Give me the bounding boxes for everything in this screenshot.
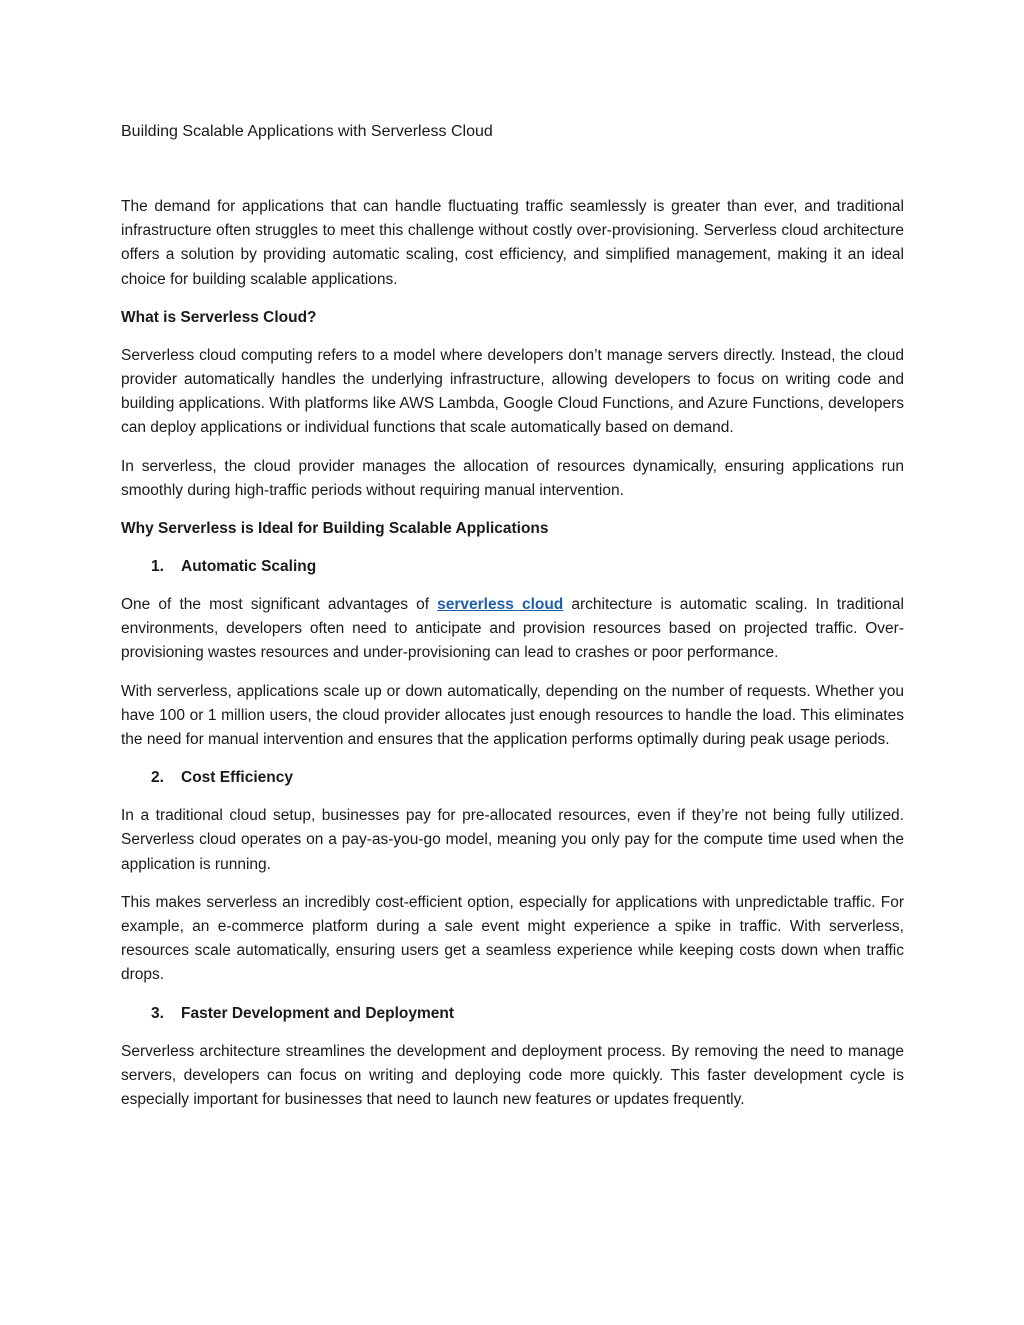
paragraph-scaling-intro (121, 593, 904, 666)
section-heading-why-serverless: Why Serverless is Ideal for Building Scalable Applications (121, 520, 549, 538)
text-segment: architecture is automatic scaling. In traditional environments, developers often need to anticipate and provision resources based on projected traffic. Over-provisioning wastes resources and under-provisioning can lead to crashes or poor performance. (121, 596, 904, 662)
paragraph-cost-intro: In a traditional cloud setup, businesses pay for pre-allocated resources, even if they’re not being fully utilized. Serverless cloud operates on a pay-as-you-go model, meaning you only pay for the compute time used when the application is running. (121, 807, 904, 873)
paragraph-resource-allocation: In serverless, the cloud provider manages the allocation of resources dynamically, ensuring applications run smoothly during high-traffic periods without requiring manual intervention. (121, 457, 904, 499)
text-segment: One of the most significant advantages of (121, 596, 438, 614)
list-item-faster-development (121, 1002, 904, 1026)
paragraph-scaling-detail: With serverless, applications scale up or down automatically, depending on the number of requests. Whether you have 100 or 1 million users, the cloud provider allocates just enough resources to handle the load. This eliminates the need for manual intervention and ensures that the application performs optimally during peak usage periods. (121, 682, 904, 749)
list-item-cost-efficiency (121, 766, 904, 790)
list-item-automatic-scaling (121, 555, 904, 579)
section-heading-what-is: What is Serverless Cloud? (121, 308, 317, 326)
intro-paragraph: The demand for applications that can handle fluctuating traffic seamlessly is greater than ever, and traditional infrastructure often struggles to meet this challenge without costly over-provisioning. Serverless cloud architecture offers a solution by providing automatic scaling, cost efficiency, and simplified management, making it an ideal choice for building scalable applications. (121, 198, 904, 288)
list-item-title: Cost Efficiency (181, 769, 293, 787)
paragraph-definition: Serverless cloud computing refers to a model where developers don’t manage servers directly. Instead, the cloud provider automatically handles the underlying infrastructure, allowing developers to focus on writing code and building applications. With platforms like AWS Lambda, Google Cloud Functions, and Azure Functions, developers can deploy applications or individual functions that scale automatically based on demand. (121, 346, 904, 437)
list-item-title: Faster Development and Deployment (181, 1004, 455, 1022)
list-item-title: Automatic Scaling (181, 558, 317, 576)
list-number: 3. (151, 1004, 164, 1022)
paragraph-development: Serverless architecture streamlines the development and deployment process. By removing the need to manage servers, developers can focus on writing and deploying code more quickly. This faster development cycle is especially important for businesses that need to launch new features or updates frequently. (121, 1042, 904, 1109)
paragraph-cost-detail: This makes serverless an incredibly cost-efficient option, especially for applications with unpredictable traffic. For example, an e-commerce platform during a sale event might experience a spike in traffic. With serverless, resources scale automatically, ensuring users get a seamless experience while keeping costs down when traffic drops. (121, 893, 904, 984)
list-number: 2. (151, 769, 164, 787)
document-body (121, 120, 904, 1126)
list-number: 1. (151, 558, 164, 576)
serverless-cloud-link[interactable]: serverless cloud (437, 596, 564, 614)
document-title: Building Scalable Applications with Serverless Cloud (121, 123, 493, 140)
